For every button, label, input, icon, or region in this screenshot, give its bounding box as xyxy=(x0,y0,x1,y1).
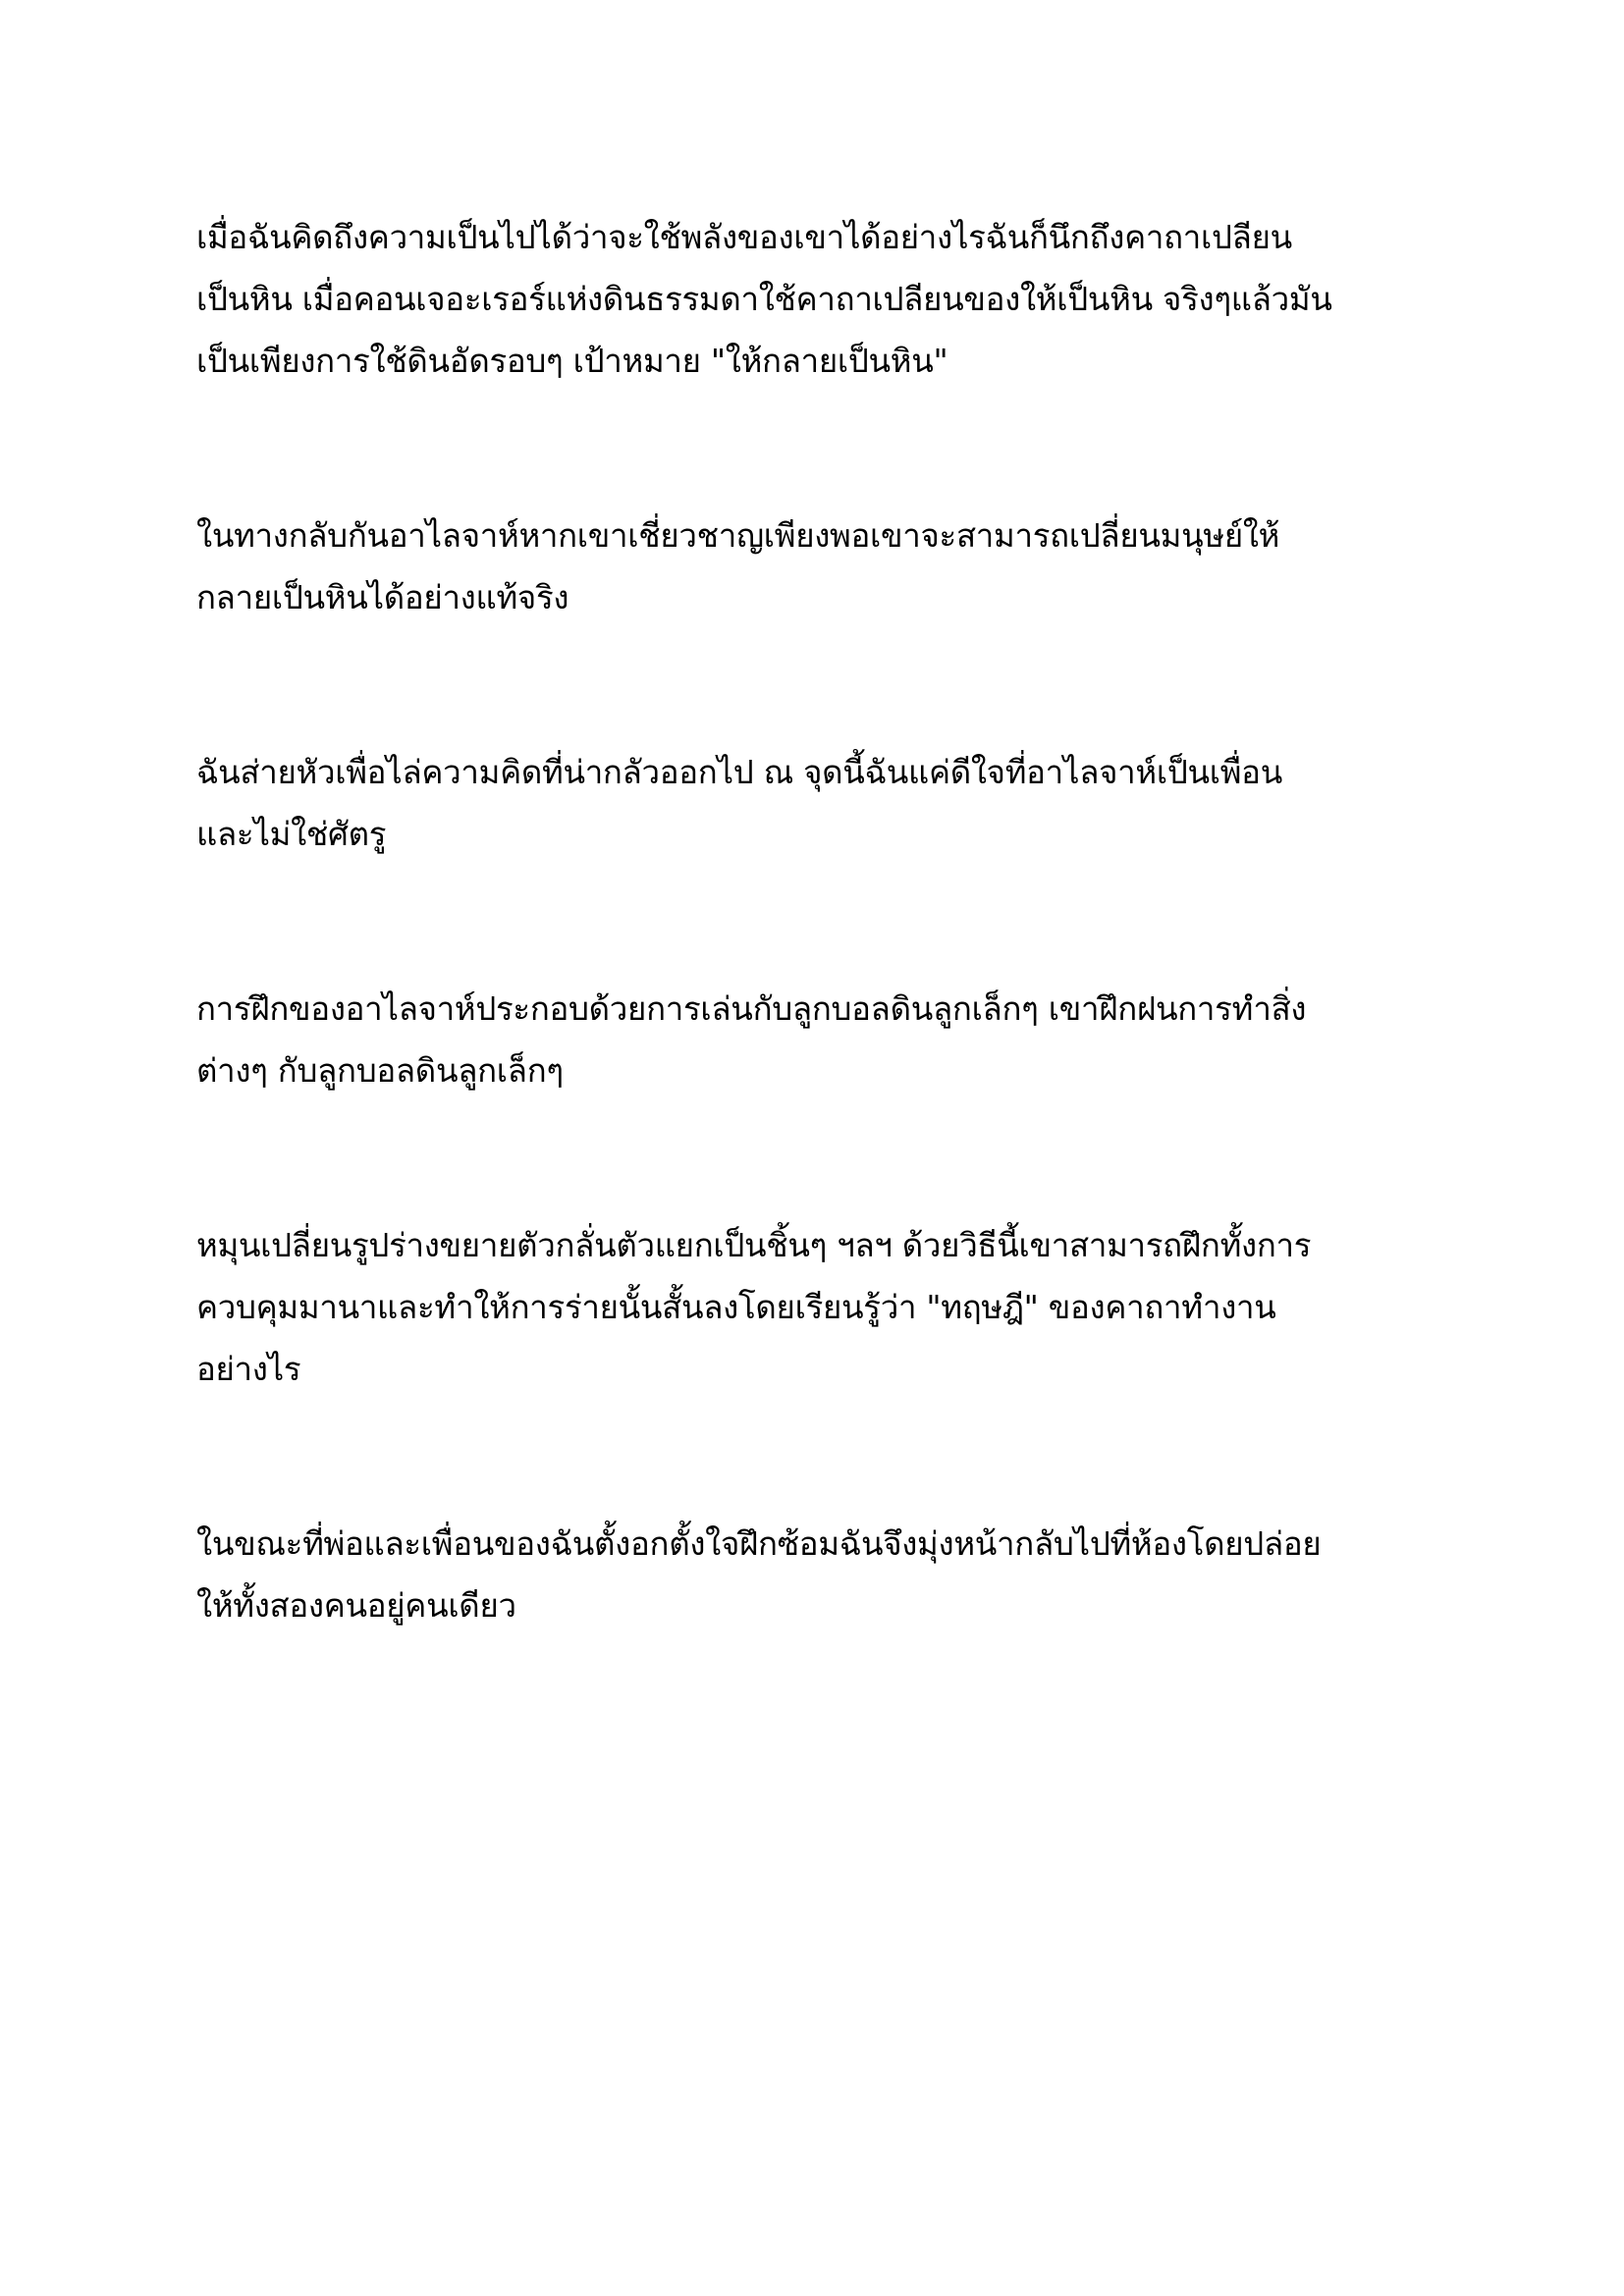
text-line: อย่างไร xyxy=(196,1350,301,1388)
text-line: ต่างๆ กับลูกบอลดินลูกเล็กๆ xyxy=(196,1051,564,1090)
paragraph-5 xyxy=(196,1214,1473,1400)
text-line: การฝึกของอาไลจาห์ประกอบด้วยการเล่นกับลูกบอลดินลูกเล็กๆ เขาฝึกฝนการทำสิ่ง xyxy=(196,989,1307,1028)
paragraph-1 xyxy=(196,206,1473,392)
text-line: หมุนเปลี่ยนรูปร่างขยายตัวกลั่นตัวแยกเป็นชิ้นๆ ฯลฯ ด้วยวิธีนี้เขาสามารถฝึกทั้งการ xyxy=(196,1226,1312,1264)
paragraph-4 xyxy=(196,978,1473,1101)
text-line: ในทางกลับกันอาไลจาห์หากเขาเชี่ยวชาญเพียงพอเขาจะสามารถเปลี่ยนมนุษย์ให้ xyxy=(196,516,1280,555)
text-line: กลายเป็นหินได้อย่างแท้จริง xyxy=(196,578,569,616)
document-body xyxy=(196,206,1473,1749)
text-line: ฉันส่ายหัวเพื่อไล่ความคิดที่น่ากลัวออกไป ณ จุดนี้ฉันแค่ดีใจที่อาไลจาห์เป็นเพื่อน xyxy=(196,753,1282,791)
text-line: เมื่อฉันคิดถึงความเป็นไปได้ว่าจะใช้พลังของเขาได้อย่างไรฉันก็นึกถึงคาถาเปลียน xyxy=(196,218,1292,256)
text-line: เป็นเพียงการใช้ดินอัดรอบๆ เป้าหมาย "ให้กลายเป็นหิน" xyxy=(196,342,948,380)
text-line: เป็นหิน เมื่อคอนเจอะเรอร์แห่งดินธรรมดาใช้คาถาเปลียนของให้เป็นหิน จริงๆแล้วมัน xyxy=(196,280,1332,318)
paragraph-6 xyxy=(196,1513,1473,1636)
paragraph-3 xyxy=(196,741,1473,865)
paragraph-2 xyxy=(196,505,1473,628)
text-line: และไม่ใช่ศัตรู xyxy=(196,815,387,853)
text-line: ในขณะที่พ่อและเพื่อนของฉันตั้งอกตั้งใจฝึกซ้อมฉันจึงมุ่งหน้ากลับไปที่ห้องโดยปล่อย xyxy=(196,1524,1322,1563)
text-line: ควบคุมมานาและทำให้การร่ายนั้นสั้นลงโดยเรียนรู้ว่า "ทฤษฎี" ของคาถาทำงาน xyxy=(196,1288,1276,1326)
text-line: ให้ทั้งสองคนอยู่คนเดียว xyxy=(196,1586,516,1625)
